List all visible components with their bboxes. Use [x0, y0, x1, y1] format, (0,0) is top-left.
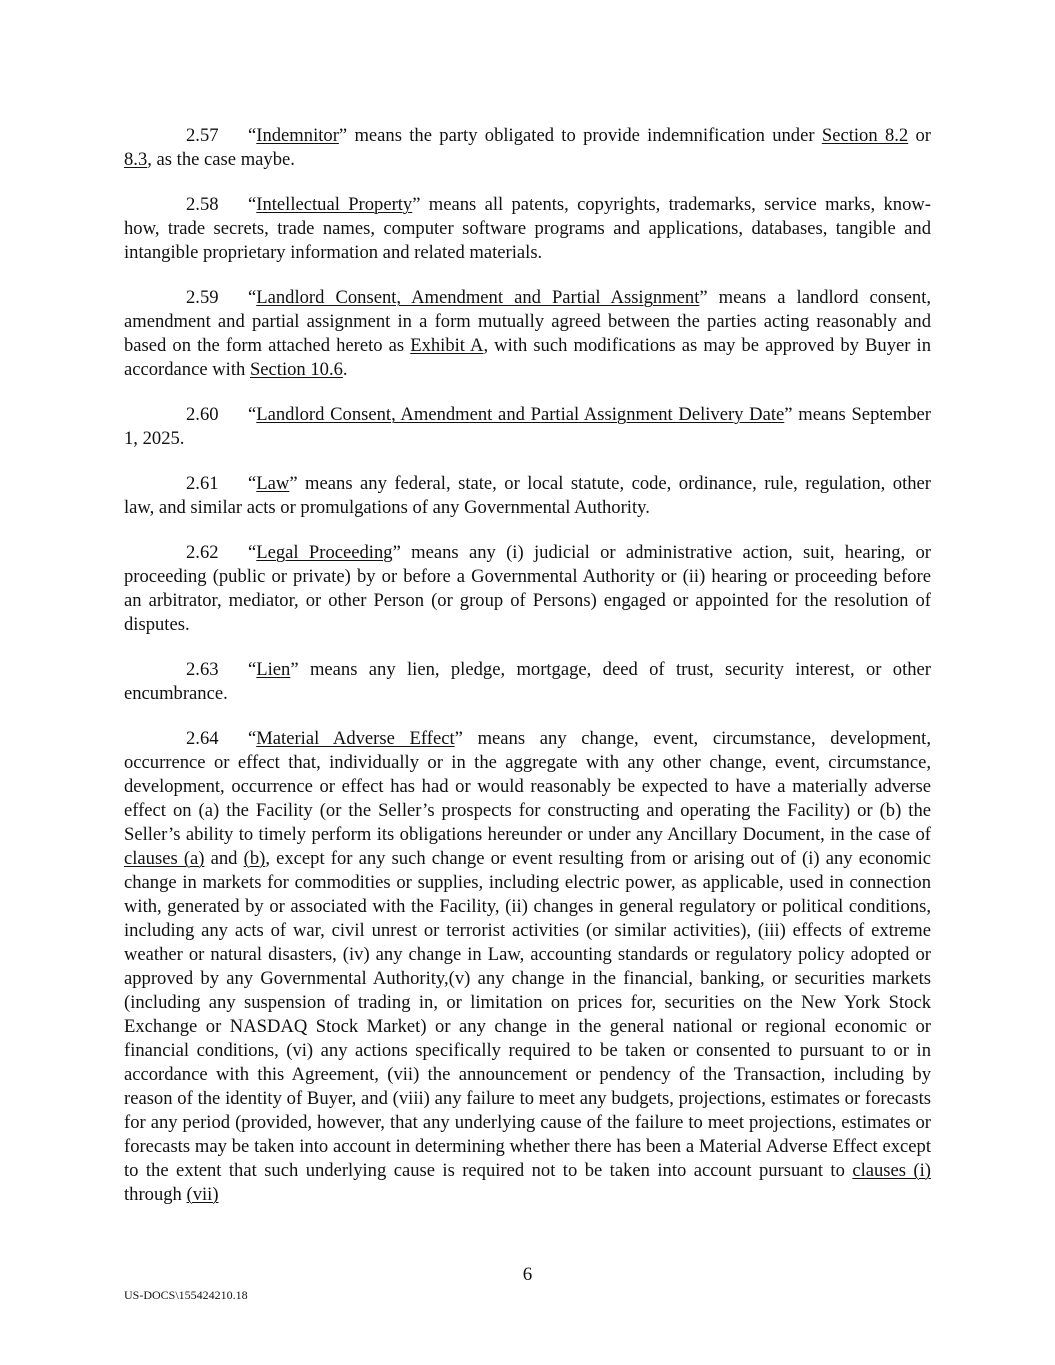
cross-reference: (vii)	[186, 1184, 219, 1205]
open-quote: “	[248, 287, 257, 308]
cross-reference: Section 8.2	[821, 125, 909, 146]
section-number: 2.57	[186, 125, 219, 146]
definition-2-58	[124, 193, 931, 265]
definition-text: ” means a landlord consent, amendment and partial assignment in a form mutually agreed between the parties acting reasonably and based on the form attached hereto as	[124, 287, 932, 356]
defined-term: Legal Proceeding	[256, 542, 393, 563]
definition-text: ” means all patents, copyrights, trademarks, service marks, know-how, trade secrets, trade names, computer software programs and applications, databases, tangible and intangible proprietary information and related materials.	[124, 194, 931, 263]
section-number: 2.61	[186, 473, 219, 494]
section-number: 2.64	[186, 728, 219, 749]
defined-term: Landlord Consent, Amendment and Partial Assignment	[256, 287, 700, 308]
open-quote: “	[248, 473, 257, 494]
definition-text: ” means any change, event, circumstance, development, occurrence or effect that, individually or in the aggregate with any other change, event, circumstance, development, occurrence or effect has had or would reasonably be expected to have a materially adverse effect on (a) the Facility (or the Seller’s prospects for constructing and operating the Facility) or (b) the Seller’s ability to timely perform its obligations hereunder or under any Ancillary Document, in the case of	[124, 728, 931, 845]
defined-term: Indemnitor	[256, 125, 339, 146]
definition-text: , as the case maybe.	[147, 149, 295, 170]
defined-term: Law	[256, 473, 290, 494]
document-body	[124, 124, 931, 1228]
cross-reference: clauses (a)	[124, 848, 205, 869]
definition-text: ” means any lien, pledge, mortgage, deed of trust, security interest, or other encumbrance.	[124, 659, 931, 704]
section-number: 2.62	[186, 542, 219, 563]
definition-text: , with such modifications as may be approved by Buyer in accordance with	[124, 335, 931, 380]
definition-2-63	[124, 658, 931, 706]
cross-reference: Section 10.6	[249, 359, 343, 380]
page-number: 6	[522, 1264, 533, 1285]
open-quote: “	[248, 125, 257, 146]
definition-text: or	[908, 125, 931, 146]
section-number: 2.58	[186, 194, 219, 215]
defined-term: Intellectual Property	[256, 194, 413, 215]
cross-reference: 8.3	[124, 149, 148, 170]
section-number: 2.59	[186, 287, 219, 308]
open-quote: “	[248, 542, 257, 563]
cross-reference: Exhibit A	[410, 335, 484, 356]
definition-text: ” means any federal, state, or local statute, code, ordinance, rule, regulation, other law, and similar acts or promulgations of any Governmental Authority.	[124, 473, 931, 518]
open-quote: “	[248, 404, 257, 425]
definition-text: through	[124, 1184, 187, 1205]
section-number: 2.60	[186, 404, 219, 425]
defined-term: Material Adverse Effect	[256, 728, 455, 749]
document-id: US-DOCS\155424210.18	[124, 1288, 248, 1302]
open-quote: “	[248, 728, 257, 749]
definition-text: .	[342, 359, 348, 380]
definition-text: ” means September 1, 2025.	[124, 404, 931, 449]
definition-2-57	[124, 124, 931, 172]
definition-text: and	[204, 848, 244, 869]
cross-reference: clauses (i)	[852, 1160, 931, 1181]
cross-reference: (b)	[243, 848, 266, 869]
definition-2-59	[124, 286, 931, 382]
defined-term: Lien	[256, 659, 291, 680]
open-quote: “	[248, 194, 257, 215]
definition-text: ” means any (i) judicial or administrative action, suit, hearing, or proceeding (public or private) by or before a Governmental Authority or (ii) hearing or proceeding before an arbitrator, mediator, or other Person (or group of Persons) engaged or appointed for the resolution of disputes.	[124, 542, 931, 635]
definition-2-61	[124, 472, 931, 520]
definition-text: , except for any such change or event resulting from or arising out of (i) any economic change in markets for commodities or supplies, including electric power, as applicable, used in connection with, generated by or associated with the Facility, (ii) changes in general regulatory or political conditions, including any acts of war, civil unrest or terrorist activities (or similar activities), (iii) effects of extreme weather or natural disasters, (iv) any change in Law, accounting standards or regulatory policy adopted or approved by any Governmental Authority,(v) any change in the financial, banking, or securities markets (including any suspension of trading in, or limitation on prices for, securities on the New York Stock Exchange or NASDAQ Stock Market) or any change in the general national or regional economic or financial conditions, (vi) any actions specifically required to be taken or consented to pursuant to or in accordance with this Agreement, (vii) the announcement or pendency of the Transaction, including by reason of the identity of Buyer, and (viii) any failure to meet any budgets, projections, estimates or forecasts for any period (provided, however, that any underlying cause of the failure to meet projections, estimates or forecasts may be taken into account in determining whether there has been a Material Adverse Effect except to the extent that such underlying cause is required not to be taken into account pursuant to	[124, 848, 931, 1181]
section-number: 2.63	[186, 659, 219, 680]
defined-term: Landlord Consent, Amendment and Partial Assignment Delivery Date	[256, 404, 785, 425]
definition-text: ” means the party obligated to provide indemnification under	[338, 125, 822, 146]
definition-2-60	[124, 403, 931, 451]
definition-2-64	[124, 727, 931, 1207]
definition-2-62	[124, 541, 931, 637]
open-quote: “	[248, 659, 257, 680]
